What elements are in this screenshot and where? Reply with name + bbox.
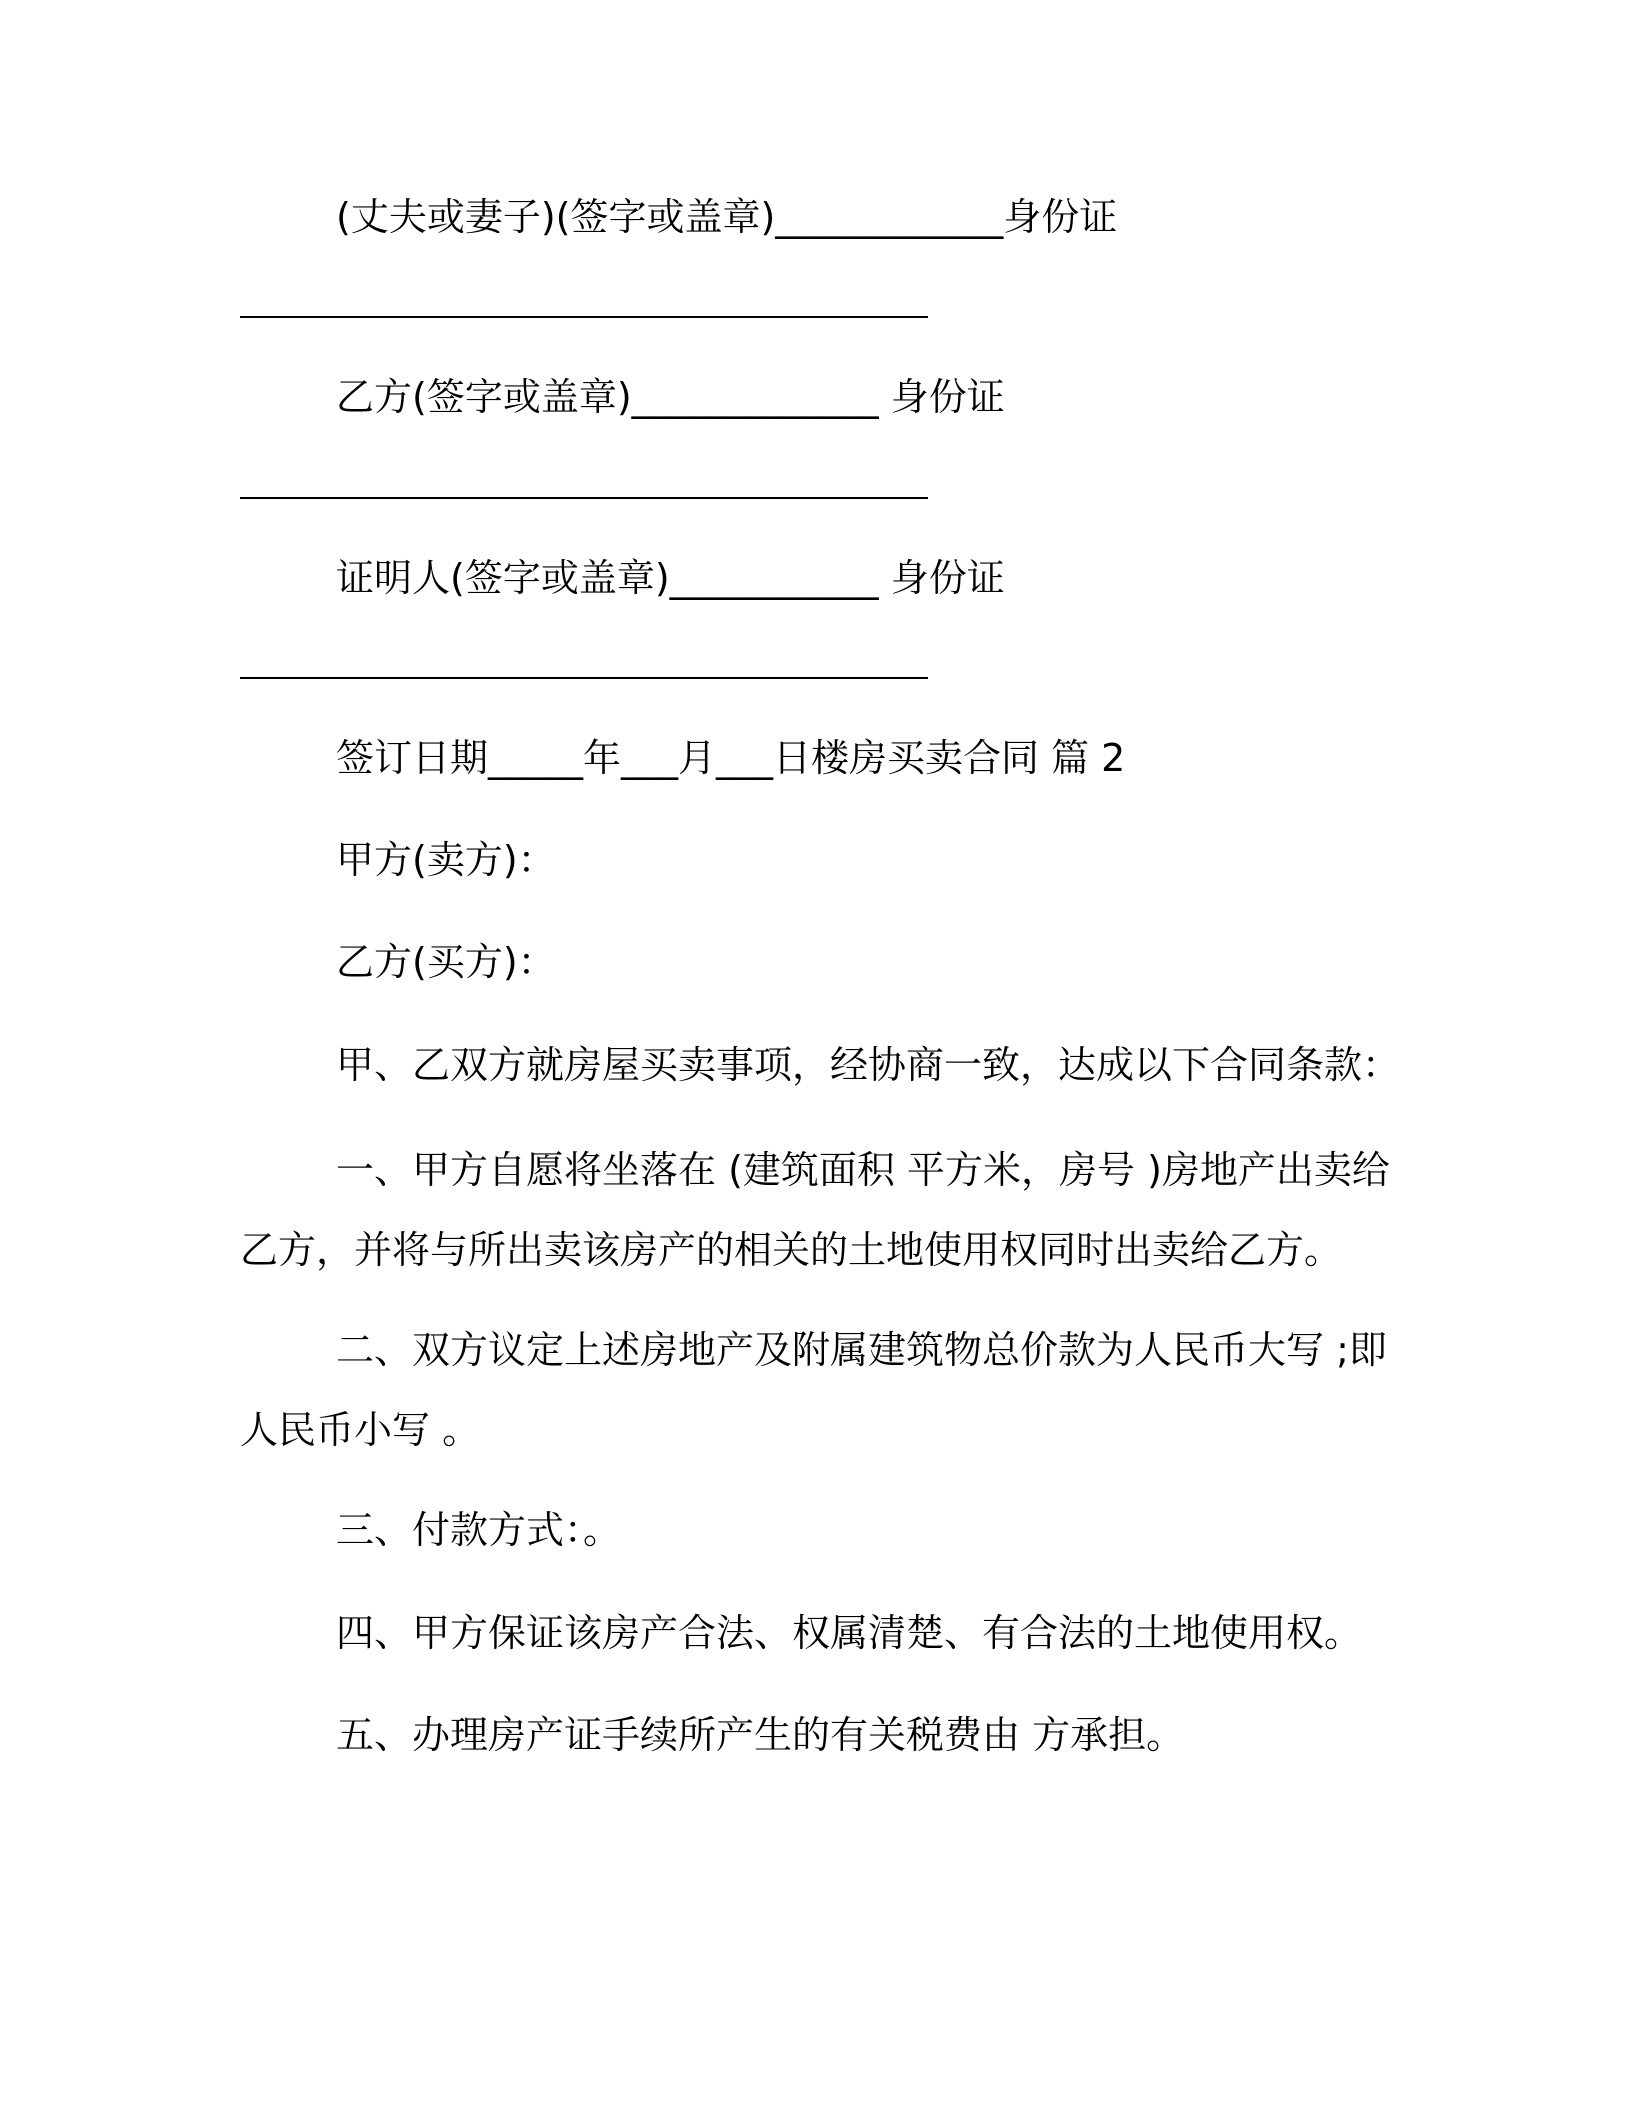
party-a-seller-label: 甲方(卖方)： bbox=[336, 838, 556, 882]
clause-4-seller-guarantee: 四、甲方保证该房产合法、权属清楚、有合法的土地使用权。 bbox=[336, 1611, 1363, 1655]
id-number-blank-line bbox=[240, 316, 928, 318]
spouse-signature-line: (丈夫或妻子)(签字或盖章)____________身份证 bbox=[336, 195, 1118, 239]
contract-intro-paragraph: 甲、乙双方就房屋买卖事项，经协商一致，达成以下合同条款： bbox=[336, 1043, 1401, 1087]
id-number-blank-line bbox=[240, 677, 928, 679]
clause-5-tax-responsibility: 五、办理房产证手续所产生的有关税费由 方承担。 bbox=[336, 1713, 1185, 1757]
clause-2-line-1: 二、双方议定上述房地产及附属建筑物总价款为人民币大写 ;即 bbox=[336, 1328, 1387, 1372]
party-b-signature-line: 乙方(签字或盖章)_____________ 身份证 bbox=[336, 375, 1005, 419]
signing-date-line: 签订日期_____年___月___日楼房买卖合同 篇 2 bbox=[336, 736, 1126, 780]
party-b-buyer-label: 乙方(买方)： bbox=[336, 940, 556, 984]
id-number-blank-line bbox=[240, 497, 928, 499]
witness-signature-line: 证明人(签字或盖章)___________ 身份证 bbox=[336, 556, 1005, 600]
clause-2-line-2: 人民币小写 。 bbox=[240, 1408, 481, 1452]
clause-3-payment-method: 三、付款方式：。 bbox=[336, 1508, 622, 1552]
clause-1-line-2: 乙方，并将与所出卖该房产的相关的土地使用权同时出卖给乙方。 bbox=[240, 1228, 1343, 1272]
clause-1-line-1: 一、甲方自愿将坐落在 (建筑面积 平方米，房号 )房地产出卖给 bbox=[336, 1148, 1390, 1192]
